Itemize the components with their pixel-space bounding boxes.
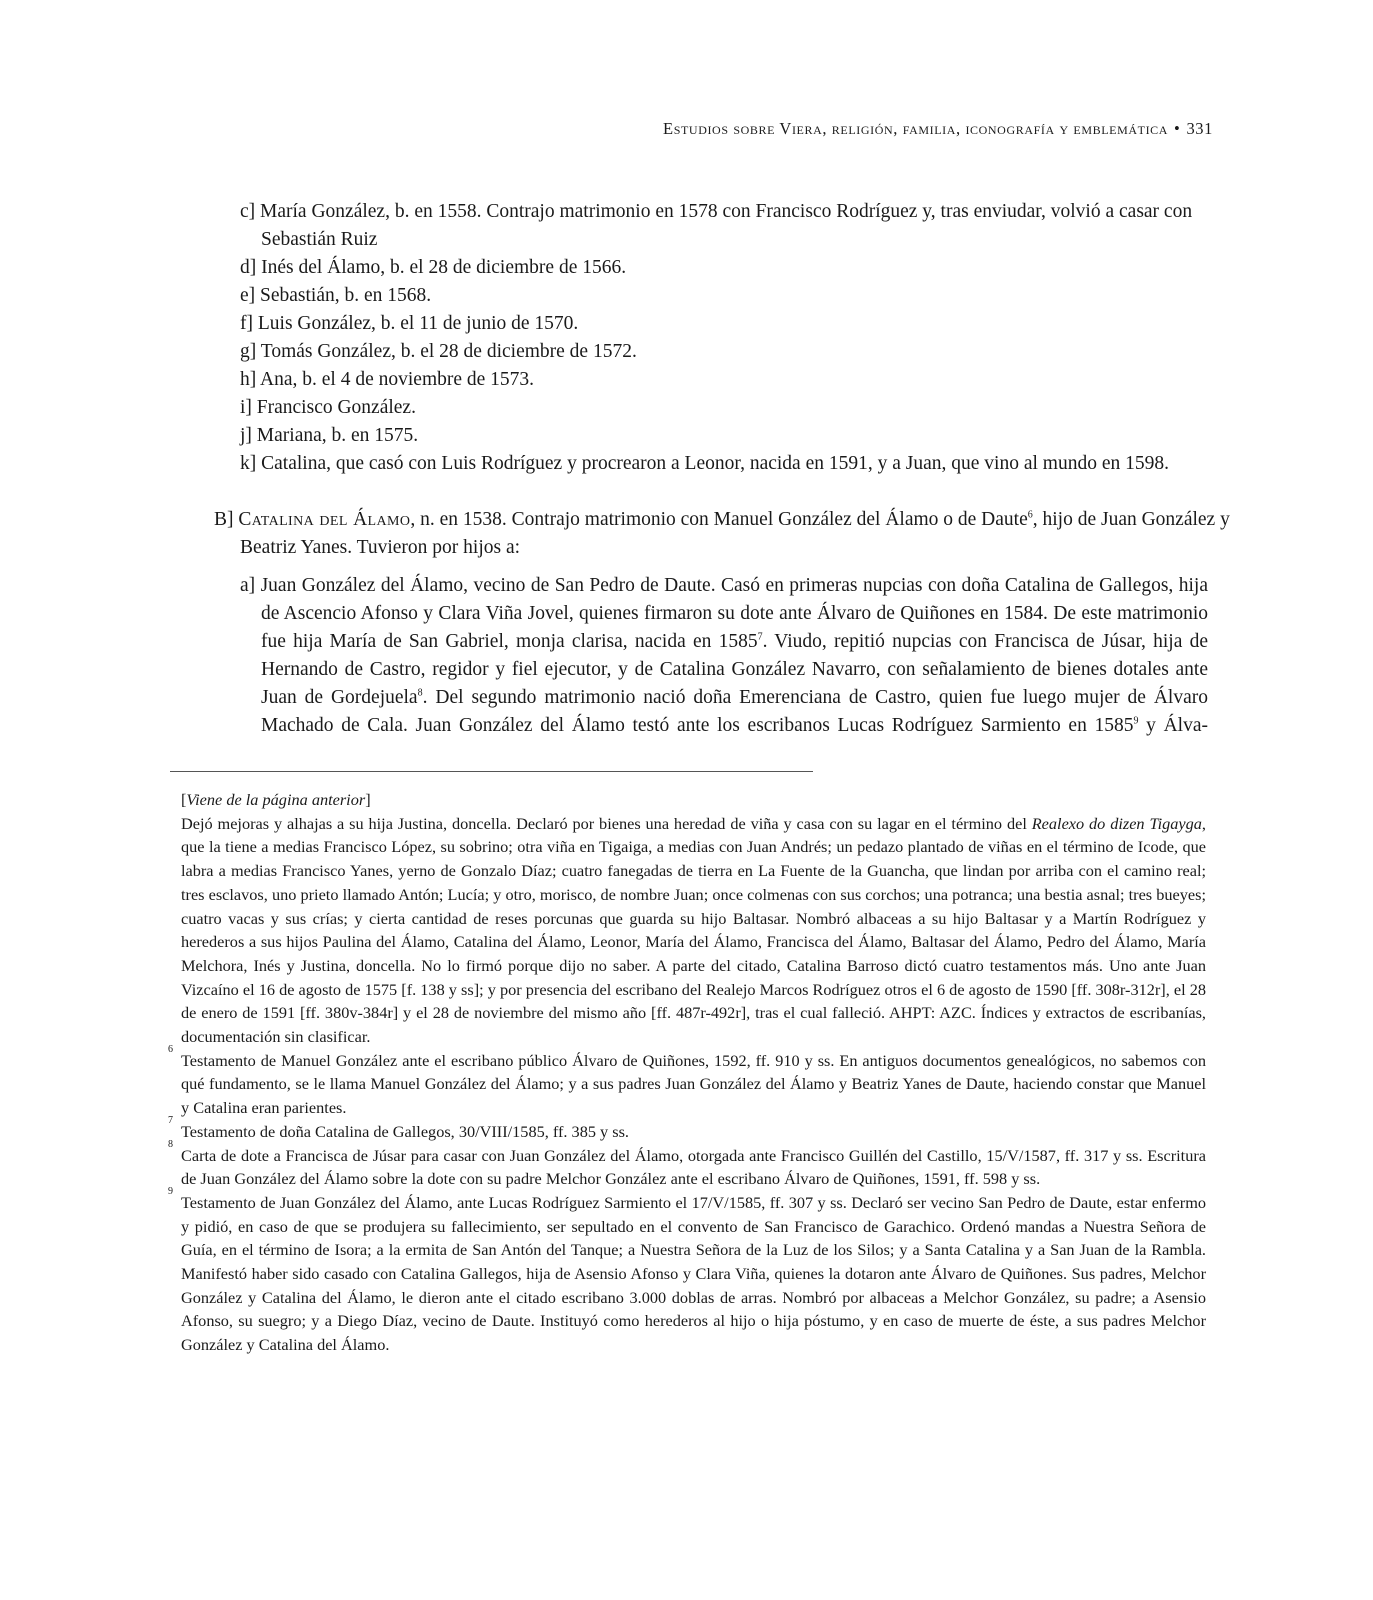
person-name: Catalina del Álamo — [238, 509, 411, 530]
footnote-8: 8 Carta de dote a Francisca de Júsar para casar con Juan González del Álamo, otorgada ante Francisco Guillén del Castillo, 15/V/1587, ff. 317 y ss. Escritura de Juan González del Álamo sobre la dote con su padre Melchor González ante el escribano Álvaro de Quiñones, 1591, ff. 598 y ss. — [168, 1138, 1206, 1189]
footnote-number: 8 — [168, 1138, 173, 1150]
running-header — [663, 119, 1213, 139]
list-item: c] María González, b. en 1558. Contrajo matrimonio en 1578 con Francisco Rodríguez y, tras enviudar, volvió a casar con Sebastián Ruiz — [240, 201, 1193, 250]
list-item: f] Luis González, b. el 11 de junio de 1570. — [240, 313, 579, 334]
page-number: 331 — [1186, 119, 1213, 138]
list-item: j] Mariana, b. en 1575. — [240, 425, 419, 446]
list-item: k] Catalina, que casó con Luis Rodríguez y procrearon a Leonor, nacida en 1591, y a Juan, que vino al mundo en 1598. — [240, 453, 1169, 474]
footnotes — [168, 788, 1206, 1357]
list-item: g] Tomás González, b. el 28 de diciembre de 1572. — [240, 341, 637, 362]
footnote-number: 9 — [168, 1185, 173, 1197]
footnote-number: 7 — [168, 1114, 173, 1126]
section-b-item-a: a] Juan González del Álamo, vecino de San Pedro de Daute. Casó en primeras nupcias con doña Catalina de Gallegos, hija de Ascencio Afonso y Clara Viña Jovel, quienes firmaron su dote ante Álvaro de Quiñones en 1584. De este matrimonio fue hija María de San Gabriel, monja clarisa, nacida en 1585$^7$. Viudo, repitió nupcias con Francisca de Júsar, hija de Hernando de Castro, regidor y fiel ejecutor, y de Catalina González Navarro, con señalamiento de bienes dotales ante Juan de Gordejuela$^8$. Del segundo matrimonio nació doña Emerenciana de Castro, quien fue luego mujer de Álvaro Machado de Cala. Juan González del Álamo testó ante los escribanos Lucas Rodríguez Sarmiento en 1585$^9$ y Álva- — [240, 575, 1208, 736]
list-item: e] Sebastián, b. en 1568. — [240, 285, 432, 306]
running-title: Estudios sobre Viera, religión, familia, iconografía y emblemática — [663, 119, 1169, 138]
footnote-continued-label: [Viene de la página anterior] — [181, 790, 371, 809]
footnote-ref[interactable]: 8 — [417, 687, 423, 699]
footnote-ref[interactable]: 6 — [1027, 509, 1033, 521]
header-bullet: • — [1174, 119, 1181, 138]
footnote-7: 7 Testamento de doña Catalina de Gallegos, 30/VIII/1585, ff. 385 y ss. — [168, 1114, 630, 1141]
footnote-9: 9 Testamento de Juan González del Álamo, ante Lucas Rodríguez Sarmiento el 17/V/1585, ff. 307 y ss. Declaró ser vecino San Pedro de Daute, estar enfermo y pidió, en caso de que se produjera su fallecimiento, ser sepultado en el convento de San Francisco de Garachico. Ordenó mandas a Nuestra Señora de Guía, en el término de Isora; a la ermita de San Antón del Tanque; a Nuestra Señora de la Luz de los Silos; y a Santa Catalina y a San Juan de la Rambla. Manifestó haber sido casado con Catalina Gallegos, hija de Asensio Afonso y Clara Viña, quienes la dotaron ante Álvaro de Quiñones. Sus padres, Melchor González y Catalina del Álamo, le dieron ante el citado escribano 3.000 doblas de arras. Nombró por albaceas a Melchor González, su padre; a Asensio Afonso, su suegro; y a Diego Díaz, vecino de Daute. Instituyó como herederos al hijo o hija póstumo, y en caso de muerte de éste, a sus padres Melchor González y Catalina del Álamo. — [168, 1185, 1206, 1355]
footnote-continued: Dejó mejoras y alhajas a su hija Justina, doncella. Declaró por bienes una heredad de viña y casa con su lagar en el término del Realexo do dizen Tigayga, que la tiene a medias Francisco López, su sobrino; otra viña en Tigaiga, a medias con Juan Andrés; un pedazo plantado de viñas en el término de Icode, que labra a medias Francisco Yanes, yerno de Gonzalo Díaz; cuatro fanegadas de tierra en La Fuente de la Guancha, que lindan por arriba con el camino real; tres esclavos, uno prieto llamado Antón; Lucía; y otro, morisco, de nombre Juan; once colmenas con sus corchos; una potranca; una bestia asnal; tres bueyes; cuatro vacas y sus crías; y cierta cantidad de reses porcunas que guarda su hijo Baltasar. Nombró albaceas a su hijo Baltasar y a Martín Rodríguez y herederos a sus hijos Paulina del Álamo, Catalina del Álamo, Leonor, María del Álamo, Francisca del Álamo, Baltasar del Álamo, Pedro del Álamo, María Melchora, Inés y Justina, doncella. No lo firmó porque dijo no saber. A parte del citado, Catalina Barroso dictó cuatro testamentos más. Uno ante Juan Vizcaíno el 16 de agosto de 1575 [f. 138 y ss]; y por presencia del escribano del Realejo Marcos Rodríguez otros el 6 de agosto de 1590 [ff. 308r-312r], el 28 de enero de 1591 [ff. 380v-384r] y el 28 de noviembre del mismo año [ff. 487r-492r], tras el cual falleció. AHPT: AZC. Índices y extractos de escribanías, documentación sin clasificar. — [181, 813, 1206, 1047]
list-item: d] Inés del Álamo, b. el 28 de diciembre de 1566. — [240, 257, 627, 278]
section-b-paragraph: B] Catalina del Álamo, n. en 1538. Contrajo matrimonio con Manuel González del Álamo o de Daute$^6$, hijo de Juan González y Beatriz Yanes. Tuvieron por hijos a: — [214, 509, 1230, 558]
footnote-number: 6 — [168, 1043, 173, 1055]
list-item: i] Francisco González. — [240, 397, 416, 418]
footnote-ref[interactable]: 7 — [757, 631, 763, 643]
children-list — [240, 198, 1208, 478]
footnote-divider — [170, 771, 813, 772]
footnote-ref[interactable]: 9 — [1133, 715, 1139, 727]
footnote-6: 6 Testamento de Manuel González ante el escribano público Álvaro de Quiñones, 1592, ff. 910 y ss. En antiguos documentos genealógicos, no sabemos con qué fundamento, se le llama Manuel González del Álamo; y a sus padres Juan González del Álamo y Beatriz Yanes de Daute, haciendo constar que Manuel y Catalina eran parientes. — [168, 1043, 1206, 1118]
list-item: h] Ana, b. el 4 de noviembre de 1573. — [240, 369, 535, 390]
